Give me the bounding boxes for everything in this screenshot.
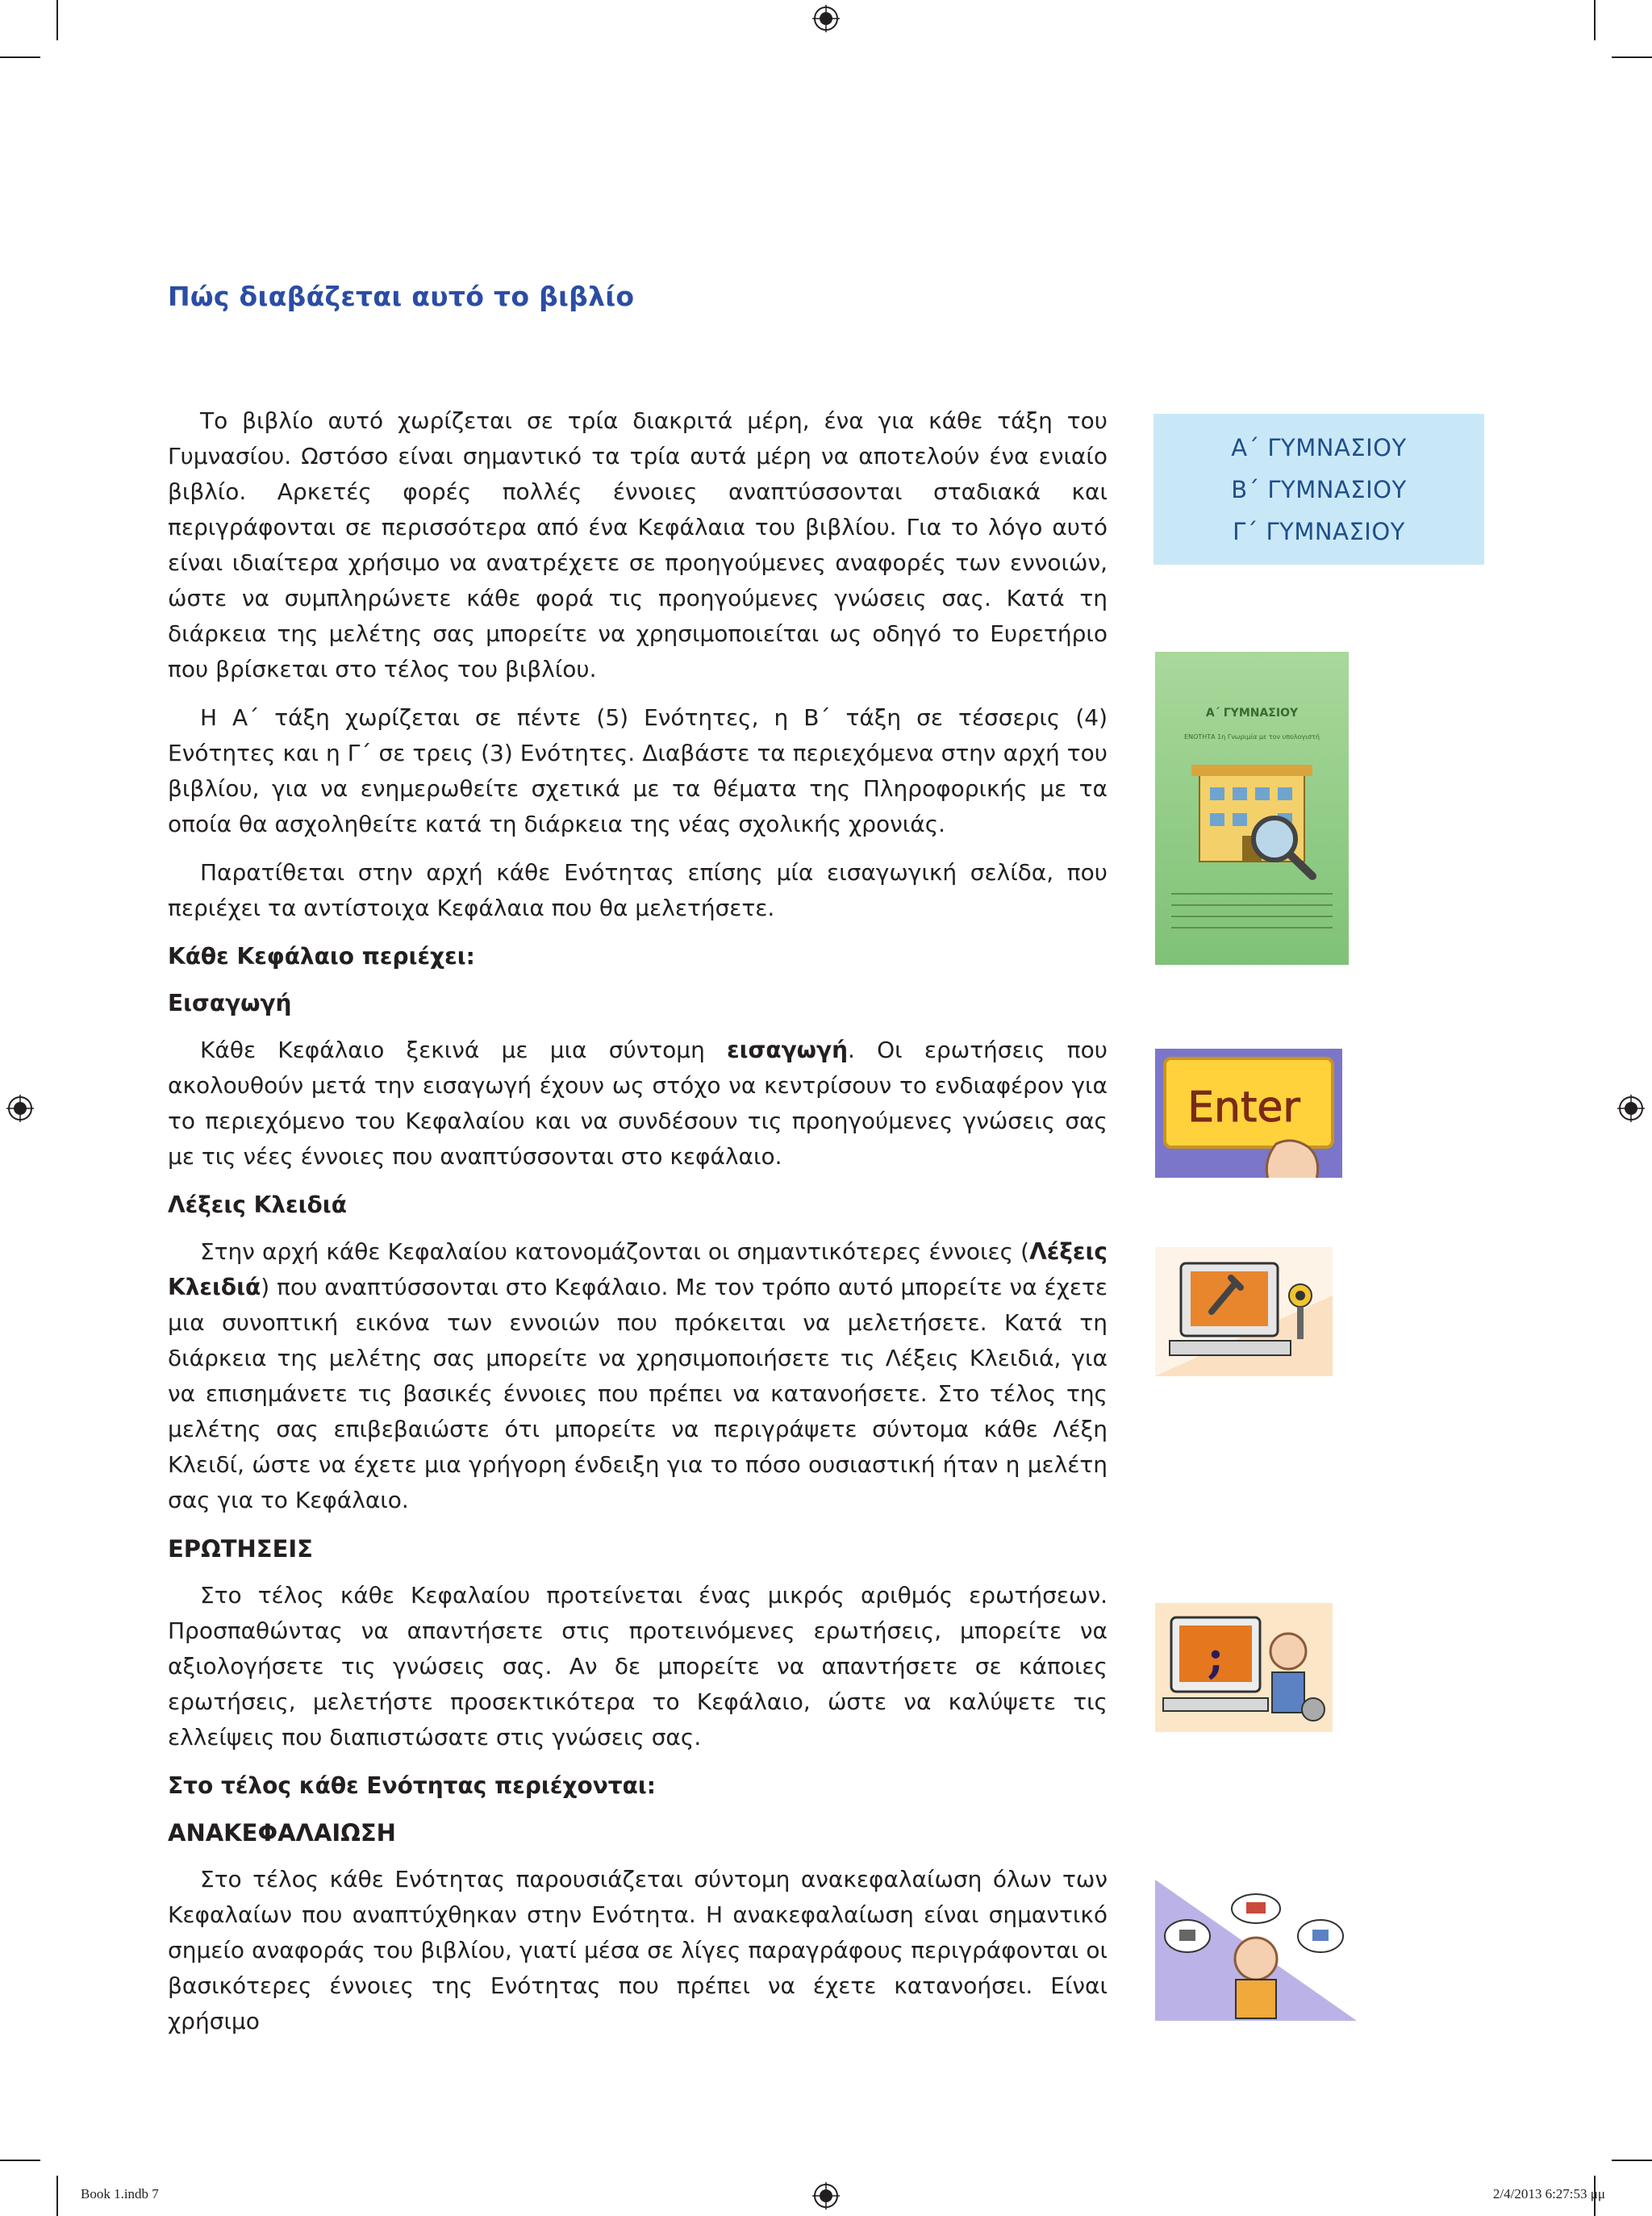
grade-label: Γ΄ ΓΥΜΝΑΣΙΟΥ [1233, 517, 1405, 545]
crop-mark [1612, 2160, 1652, 2161]
crop-mark [0, 2160, 40, 2161]
paragraph: Κάθε Κεφάλαιο ξεκινά με μια σύντομη εισαγωγή. Οι ερωτήσεις που ακολουθούν μετά την εισαγωγή έχουν ως στόχο να κεντρίσουν το ενδιαφέρον για το περιεχόμενο του Κεφαλαίου και να συνδέσουν τις προηγούμενες γνώσεις σας με τις νέες έννοιες που αναπτύσσονται στο κεφάλαιο. [168, 1037, 1108, 1170]
registration-mark-icon [812, 5, 840, 32]
cover-subheading: ΕΝΟΤΗΤΑ 1η Γνωριμία με τον υπολογιστή [1184, 733, 1320, 741]
section-heading: Λέξεις Κλειδιά [168, 1191, 347, 1218]
section-heading: Εισαγωγή [168, 990, 292, 1016]
grade-label: Α΄ ΓΥΜΝΑΣΙΟΥ [1231, 433, 1407, 461]
paragraph: Η Α΄ τάξη χωρίζεται σε πέντε (5) Ενότητες, η Β΄ τάξη σε τέσσερις (4) Ενότητες και η Γ΄ σε τρεις (3) Ενότητες. Διαβάστε τα περιεχόμενα στην αρχή του βιβλίου, για να ενημερωθείτε σχετικά με τα θέματα της Πληροφορικής με τα οποία θα ασχοληθείτε κατά τη διάρκεια της νέας σχολικής χρονιάς. [168, 704, 1108, 837]
body-text [168, 403, 1108, 2039]
crop-mark [56, 0, 58, 40]
cover-heading: Α΄ ΓΥΜΝΑΣΙΟΥ [1205, 707, 1299, 720]
crop-mark [0, 56, 40, 58]
section-heading: ΕΡΩΤΗΣΕΙΣ [168, 1535, 313, 1563]
enter-key-image [1155, 1049, 1342, 1178]
summary-student-image [1155, 1880, 1357, 2021]
paragraph: Παρατίθεται στην αρχή κάθε Ενότητας επίσης μία εισαγωγική σελίδα, που περιέχει τα αντίστοιχα Κεφάλαια που θα μελετήσετε. [168, 859, 1108, 921]
paragraph: Στο τέλος κάθε Κεφαλαίου προτείνεται ένας μικρός αριθμός ερωτήσεων. Προσπαθώντας να απαντήσετε στις προτεινόμενες ερωτήσεις, μπορείτε να αξιολογήσετε τις γνώσεις σας. Αν δε μπορείτε να απαντήσετε σε κάποιες ερωτήσεις, μελετήστε προσεκτικότερα το Κεφάλαιο, ώστε να καλύψετε τις ελλείψεις που διαπιστώσατε στις γνώσεις σας. [168, 1582, 1108, 1751]
footer-right: 2/4/2013 6:27:53 μμ [1492, 2186, 1605, 2201]
grade-label: Β΄ ΓΥΜΝΑΣΙΟΥ [1231, 475, 1407, 503]
registration-mark-icon [812, 2182, 840, 2210]
computer-tools-image [1155, 1247, 1333, 1376]
paragraph: Στην αρχή κάθε Κεφαλαίου κατονομάζονται οι σημαντικότερες έννοιες (Λέξεις Κλειδιά) που αναπτύσσονται στο Κεφάλαιο. Με τον τρόπο αυτό μπορείτε να έχετε μια συνοπτική εικόνα των εννοιών που πρόκειται να μελετήσετε. Κατά τη διάρκεια της μελέτης σας μπορείτε να χρησιμοποιήσετε τις Λέξεις Κλειδιά, για να επισημάνετε τις βασικές έννοιες που πρέπει να κατανοήσετε. Στο τέλος της μελέτης σας επιβεβαιώστε ότι μπορείτε να περιγράψετε σύντομα κάθε Λέξη Κλειδί, ώστε να έχετε μια γρήγορη ένδειξη για το πόσο ουσιαστική ήταν η μελέτη σας για το Κεφάλαιο. [168, 1238, 1108, 1513]
crop-mark [1612, 56, 1652, 58]
book-cover-image [1155, 652, 1349, 965]
paragraph: Το βιβλίο αυτό χωρίζεται σε τρία διακριτά μέρη, ένα για κάθε τάξη του Γυμνασίου. Ωστόσο είναι σημαντικό τα τρία αυτά μέρη να αποτελούν ένα ενιαίο βιβλίο. Αρκετές φορές πολλές έννοιες αναπτύσσονται σταδιακά και περιγράφονται σε περισσότερα από ένα Κεφάλαια του βιβλίου. Για το λόγο αυτό είναι ιδιαίτερα χρήσιμο να ανατρέχετε σε προηγούμενες αναφορές των εννοιών, ώστε να συμπληρώνετε κάθε φορά τις προηγούμενες γνώσεις σας. Κατά τη διάρκεια της μελέτης σας μπορείτε να χρησιμοποιείται ως οδηγό το Ευρετήριο που βρίσκεται στο τέλος του βιβλίου. [168, 407, 1108, 682]
registration-mark-icon [1617, 1095, 1645, 1122]
question-computer-image [1155, 1603, 1333, 1732]
section-heading: Κάθε Κεφάλαιο περιέχει: [168, 943, 475, 970]
svg-text:;: ; [1207, 1630, 1224, 1684]
section-heading: Στο τέλος κάθε Ενότητας περιέχονται: [168, 1772, 656, 1799]
paragraph: Στο τέλος κάθε Ενότητας παρουσιάζεται σύντομη ανακεφαλαίωση όλων των Κεφαλαίων που αναπτύχθηκαν στην Ενότητα. Η ανακεφαλαίωση είναι σημαντικό σημείο αναφοράς του βιβλίου, γιατί μέσα σε λίγες παραγράφους περιγράφονται οι βασικότερες έννοιες της Ενότητας που πρέπει να έχετε κατανοήσει. Είναι χρήσιμο [168, 1866, 1108, 2034]
registration-mark-icon [6, 1095, 34, 1122]
crop-mark [56, 2176, 58, 2216]
grade-sidebox [1153, 414, 1484, 565]
footer-left: Book 1.indb 7 [81, 2186, 159, 2201]
crop-mark [1594, 0, 1596, 40]
section-heading: ΑΝΑΚΕΦΑΛΑΙΩΣΗ [168, 1819, 396, 1847]
page-title: Πώς διαβάζεται αυτό το βιβλίο [168, 281, 635, 312]
enter-key-label: Enter [1187, 1083, 1300, 1132]
